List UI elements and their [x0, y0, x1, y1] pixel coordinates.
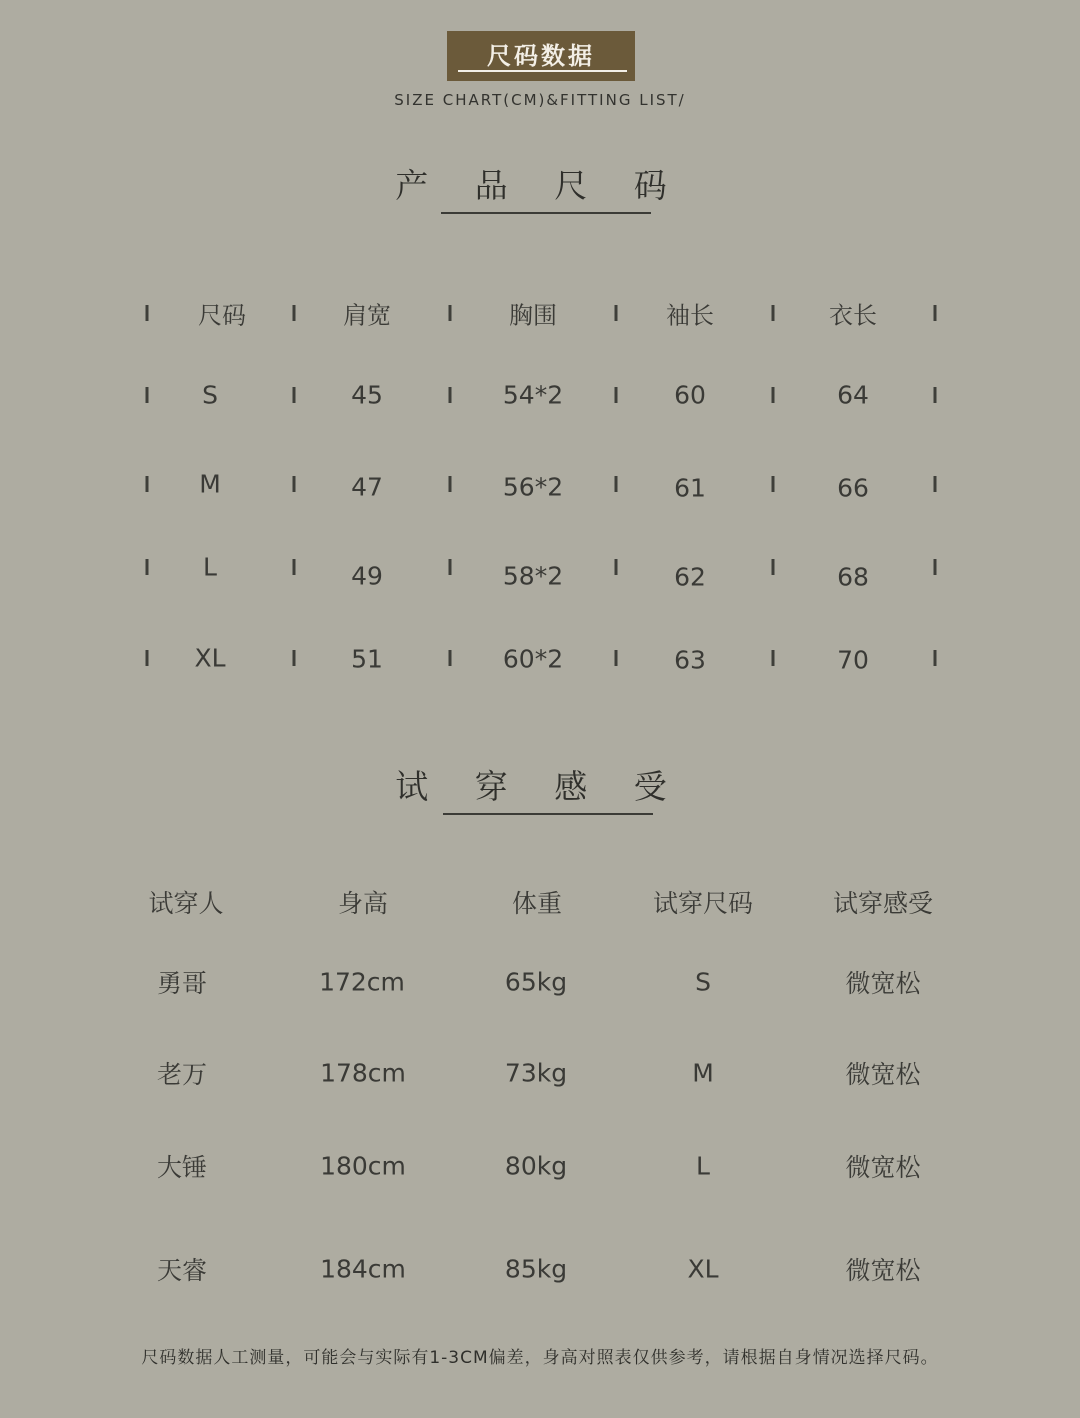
- size-cell: 54*2: [502, 380, 564, 410]
- size-cell: 49: [351, 561, 383, 591]
- size-cell: 63: [674, 645, 706, 675]
- size-cell: 60*2: [502, 644, 564, 674]
- size-cell: 68: [837, 562, 869, 592]
- column-separator: [146, 305, 149, 321]
- column-separator: [293, 305, 296, 321]
- column-separator: [772, 559, 775, 575]
- fit-cell: 勇哥: [156, 969, 208, 998]
- size-cell: XL: [194, 643, 226, 673]
- fit-header-feeling: 试穿感受: [832, 889, 934, 918]
- size-cell: M: [199, 469, 221, 499]
- fit-cell: 172cm: [319, 967, 405, 997]
- size-header-length: 衣长: [829, 301, 877, 330]
- column-separator: [772, 476, 775, 492]
- size-cell: 47: [351, 472, 383, 502]
- fit-header-tester: 试穿人: [148, 889, 224, 918]
- size-cell: 56*2: [502, 472, 564, 502]
- size-section-title: 产 品 尺 码: [395, 166, 685, 205]
- size-cell: 64: [837, 380, 869, 410]
- column-separator: [146, 387, 149, 403]
- size-cell: 70: [837, 645, 869, 675]
- column-separator: [934, 387, 937, 403]
- size-cell: 60: [674, 380, 706, 410]
- fit-cell: 老万: [156, 1060, 208, 1089]
- size-section-underline: [441, 212, 651, 214]
- column-separator: [934, 305, 937, 321]
- column-separator: [449, 559, 452, 575]
- fit-cell: 微宽松: [845, 1153, 921, 1182]
- fit-cell: 65kg: [504, 967, 568, 997]
- column-separator: [146, 559, 149, 575]
- column-separator: [615, 559, 618, 575]
- fit-cell: 天睿: [156, 1256, 208, 1285]
- column-separator: [293, 387, 296, 403]
- size-data-badge: [447, 31, 635, 81]
- fit-cell: S: [695, 967, 711, 997]
- badge-underline: [458, 70, 627, 72]
- size-cell: 62: [674, 562, 706, 592]
- column-separator: [772, 387, 775, 403]
- fit-cell: 微宽松: [845, 1060, 921, 1089]
- fit-cell: 73kg: [504, 1058, 568, 1088]
- size-cell: 51: [351, 644, 383, 674]
- column-separator: [146, 650, 149, 666]
- column-separator: [934, 559, 937, 575]
- fit-cell: 184cm: [320, 1254, 406, 1284]
- fit-cell: 微宽松: [845, 969, 921, 998]
- size-cell: 61: [674, 473, 706, 503]
- fitting-section-underline: [443, 813, 653, 815]
- fit-cell: 178cm: [320, 1058, 406, 1088]
- fit-header-size: 试穿尺码: [652, 889, 754, 918]
- fit-cell: 大锤: [156, 1153, 208, 1182]
- size-header-size: 尺码: [198, 301, 246, 330]
- column-separator: [293, 476, 296, 492]
- fit-cell: 85kg: [504, 1254, 568, 1284]
- size-header-shoulder: 肩宽: [343, 301, 391, 330]
- size-header-sleeve: 袖长: [666, 301, 714, 330]
- column-separator: [615, 650, 618, 666]
- column-separator: [772, 305, 775, 321]
- size-cell: 66: [837, 473, 869, 503]
- fit-cell: 180cm: [320, 1151, 406, 1181]
- fit-cell: M: [692, 1058, 714, 1088]
- size-cell: L: [203, 552, 217, 582]
- disclaimer-note: 尺码数据人工测量，可能会与实际有1-3CM偏差，身高对照表仅供参考，请根据自身情况选择尺码。: [141, 1348, 939, 1368]
- page-subtitle: SIZE CHART(CM)&FITTING LIST/: [394, 91, 686, 109]
- fit-header-weight: 体重: [511, 889, 563, 918]
- size-header-chest: 胸围: [509, 301, 557, 330]
- column-separator: [293, 650, 296, 666]
- size-cell: 45: [351, 380, 383, 410]
- fit-cell: XL: [687, 1254, 719, 1284]
- size-cell: 58*2: [502, 561, 564, 591]
- column-separator: [615, 305, 618, 321]
- column-separator: [449, 476, 452, 492]
- fit-cell: 80kg: [504, 1151, 568, 1181]
- fitting-section-title: 试 穿 感 受: [395, 767, 685, 806]
- column-separator: [146, 476, 149, 492]
- column-separator: [449, 387, 452, 403]
- fit-header-height: 身高: [337, 889, 389, 918]
- fit-cell: L: [696, 1151, 710, 1181]
- column-separator: [772, 650, 775, 666]
- size-cell: S: [202, 380, 218, 410]
- column-separator: [449, 650, 452, 666]
- column-separator: [615, 387, 618, 403]
- column-separator: [293, 559, 296, 575]
- fit-cell: 微宽松: [845, 1256, 921, 1285]
- column-separator: [934, 650, 937, 666]
- badge-title: 尺码数据: [487, 41, 595, 70]
- column-separator: [449, 305, 452, 321]
- column-separator: [934, 476, 937, 492]
- column-separator: [615, 476, 618, 492]
